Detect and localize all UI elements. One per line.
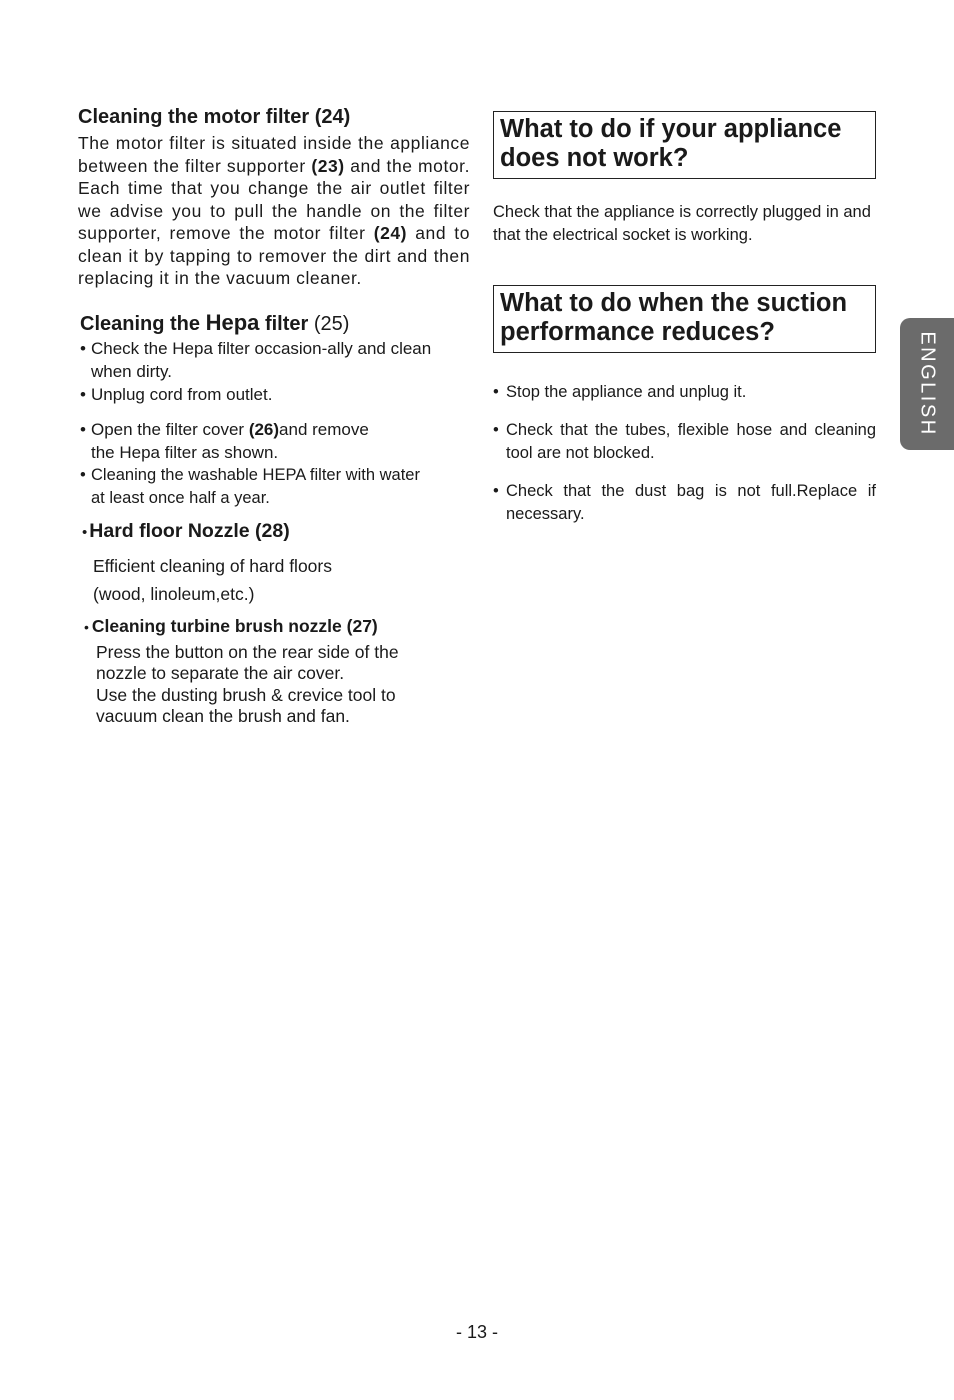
- left-column: [78, 104, 470, 728]
- hard-floor-text: [78, 552, 470, 608]
- hard-floor-line: (wood, linoleum,etc.): [93, 583, 255, 604]
- language-tab: [900, 318, 954, 450]
- list-item: • Check the Hepa filter occasion-ally and clean when dirty.: [80, 338, 432, 381]
- not-work-heading-box: [493, 111, 876, 179]
- language-tab-label: ENGLISH: [916, 331, 939, 437]
- not-work-title-line: does not work?: [500, 144, 689, 172]
- list-item: • Stop the appliance and unplug it.: [493, 383, 747, 401]
- hard-floor-heading: • Hard floor Nozzle (28): [82, 519, 290, 542]
- motor-filter-text: The motor filter is situated inside the appliance between the filter supporter (23) and the motor. Each time that you change the air outlet filter we advise you to pull the handle on the filter supporter, remove the motor filter (24) and to clean it by tapping to remover the dirt and then replacing it in the vacuum cleaner.: [78, 133, 470, 288]
- page-number: - 13 -: [455, 1322, 498, 1342]
- list-item: • Cleaning the washable HEPA filter with water at least once half a year.: [80, 465, 420, 507]
- not-work-text: Check that the appliance is correctly plugged in and that the electrical socket is working.: [493, 203, 871, 244]
- turbine-text: [78, 642, 470, 728]
- turbine-line: vacuum clean the brush and fan.: [96, 706, 350, 726]
- suction-title-line: performance reduces?: [500, 318, 775, 346]
- motor-filter-heading: Cleaning the motor filter (24): [78, 106, 351, 128]
- hepa-filter-heading: Cleaning the Hepa filter (25): [80, 309, 350, 335]
- turbine-line: Press the button on the rear side of the: [96, 641, 399, 662]
- turbine-heading: • Cleaning turbine brush nozzle (27): [84, 615, 378, 636]
- list-item: • Open the filter cover (26)and remove the Hepa filter as shown.: [80, 419, 369, 462]
- turbine-line: nozzle to separate the air cover.: [96, 663, 345, 683]
- list-item: • Check that the dust bag is not full.Replace if necessary.: [493, 482, 876, 523]
- suction-heading-box: [493, 285, 876, 353]
- not-work-title-line: What to do if your appliance: [500, 115, 842, 143]
- suction-title-line: What to do when the suction: [500, 289, 848, 317]
- hard-floor-line: Efficient cleaning of hard floors: [93, 555, 332, 576]
- list-item: • Check that the tubes, flexible hose and cleaning tool are not blocked.: [493, 421, 876, 462]
- list-item: • Unplug cord from outlet.: [80, 384, 273, 404]
- hepa-list: [78, 337, 470, 510]
- right-column: [493, 111, 876, 526]
- turbine-line: Use the dusting brush & crevice tool to: [96, 684, 396, 705]
- suction-list: [493, 381, 876, 526]
